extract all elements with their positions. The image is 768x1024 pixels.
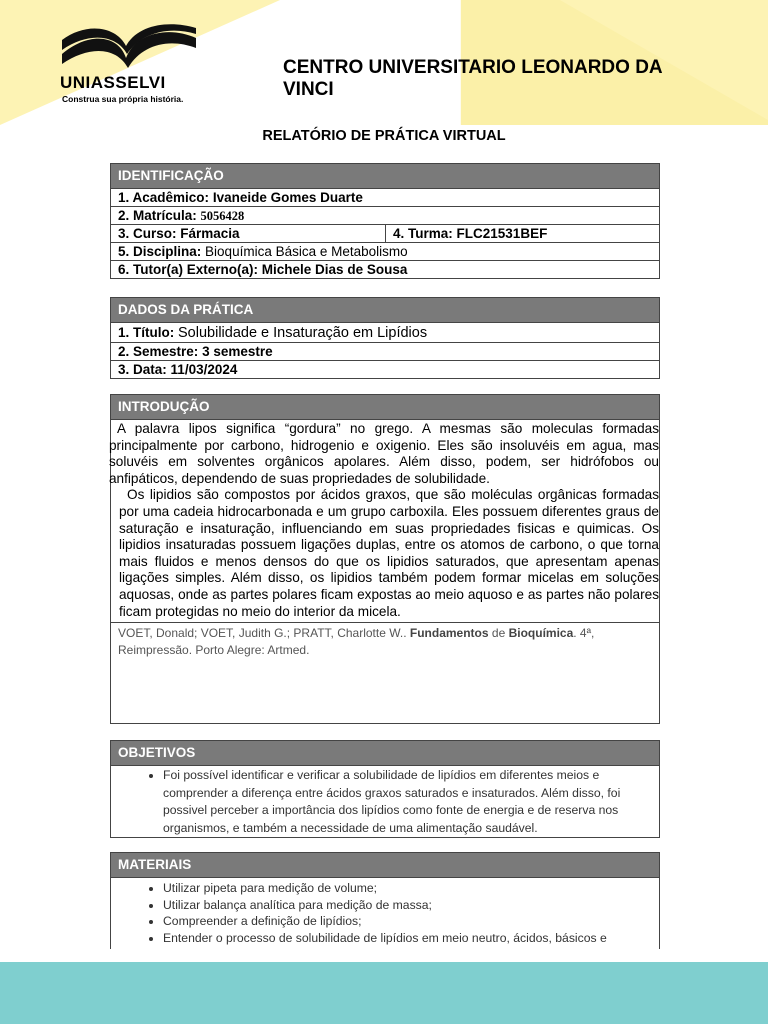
semestre-value: 3 semestre [202,344,273,359]
curso-value: Fármacia [180,226,240,241]
titulo-row [111,323,659,343]
objetivos-heading: OBJETIVOS [111,741,659,766]
identificacao-box [110,163,660,279]
introducao-reference [111,623,659,661]
introducao-paragraph-2: Os lipidios são compostos por ácidos graxos, que são moléculas orgânicas formadas por uma cadeia hidrocarbonada e um grupo carboxila. Eles possuem diferentes graus de saturação e insaturação, influenciando em suas propriedades fisicas e quimicas. Os lipidios insaturadas possuem ligações duplas, entre os atomos de carbono, o que torna mais fluidos e menos densos do que os lipidios saturados, que apresentam apenas ligações simples. Além disso, os lipidios também podem formar micelas em soluções aquosas, onde as partes polares ficam expostas ao meio aquoso e as partes não polares ficam protegidas no meio do interior da micela. [119,487,659,619]
tutor-label: 6. Tutor(a) Externo(a): [118,262,259,277]
titulo-label: 1. Título: [118,325,175,340]
reference-authors: VOET, Donald; VOET, Judith G.; PRATT, Charlotte W.. [118,626,410,641]
curso-cell [111,225,386,242]
materiais-box [110,852,660,949]
introducao-paragraph-1: A palavra lipos significa “gordura” no grego. A mesmas são moleculas formadas principalmente por carbono, hidrogenio e oxigenio. Eles são insoluvéis em agua, mas soluvéis em solventes orgânicos apolares. Além disso, podem, ser hidrófobos ou anfipáticos, dependendo de suas propriedades de solubilidade. [109,421,659,486]
matricula-row [111,207,659,225]
academico-value: Ivaneide Gomes Duarte [212,190,363,205]
footer-band [0,962,768,1024]
disciplina-label: 5. Disciplina: [118,244,202,259]
list-item: • Utilizar pipeta para medição de volume; [163,880,659,897]
introducao-box [110,394,660,724]
turma-value: FLC21531BEF [456,226,548,241]
data-row [111,361,659,378]
semestre-row [111,343,659,361]
matricula-label: 2. Matrícula: [118,208,197,223]
curso-label: 3. Curso: [118,226,177,241]
objetivos-box [110,740,660,838]
turma-cell [386,225,554,242]
data-label: 3. Data: [118,362,167,377]
logo-name: UNIASSELVI [60,73,166,92]
list-item: • Compreender a definição de lipídios; [163,913,659,930]
semestre-label: 2. Semestre: [118,344,199,359]
reference-publisher: . 4ª, Reimpressão. Porto Alegre: Artmed. [118,626,595,658]
introducao-heading: INTRODUÇÃO [111,395,659,420]
data-value: 11/03/2024 [170,362,238,377]
report-title: RELATÓRIO DE PRÁTICA VIRTUAL [262,128,506,144]
objetivos-list [111,766,659,837]
reference-title-2: Bioquímica [508,626,574,641]
dados-box [110,297,660,379]
disciplina-row [111,243,659,261]
academico-row [111,189,659,207]
dados-heading: DADOS DA PRÁTICA [111,298,659,323]
curso-turma-row [111,225,659,243]
materiais-heading: MATERIAIS [111,853,659,878]
institution-title: CENTRO UNIVERSITARIO LEONARDO DA VINCI [283,57,662,100]
introducao-text [111,420,659,623]
titulo-value: Solubilidade e Insaturação em Lipídios [178,325,428,341]
matricula-value: 5056428 [200,209,245,223]
logo-slogan: Construa sua própria história. [62,94,184,104]
academico-label: 1. Acadêmico: [118,190,210,205]
list-item: • Entender o processo de solubilidade de lipídios em meio neutro, ácidos, básicos e [163,930,659,947]
list-item: • Foi possível identificar e verificar a solubilidade de lipídios em diferentes meios e comprender a diferença entre ácidos graxos saturados e insaturados. Além disso, foi possivel perceber a importância dos lipídios como fonte de energia e de reserva nos organismos, e também a necessidade de uma alimentação saudável. [163,767,659,837]
disciplina-value: Bioquímica Básica e Metabolismo [205,244,408,259]
tutor-value: Michele Dias de Sousa [261,262,408,277]
tutor-row [111,261,659,278]
reference-title-1: Fundamentos [409,626,489,641]
identificacao-heading: IDENTIFICAÇÃO [111,164,659,189]
materiais-list [111,878,659,946]
list-item: • Utilizar balança analítica para medição de massa; [163,897,659,914]
reference-connector: de [488,626,509,641]
turma-label: 4. Turma: [393,226,453,241]
